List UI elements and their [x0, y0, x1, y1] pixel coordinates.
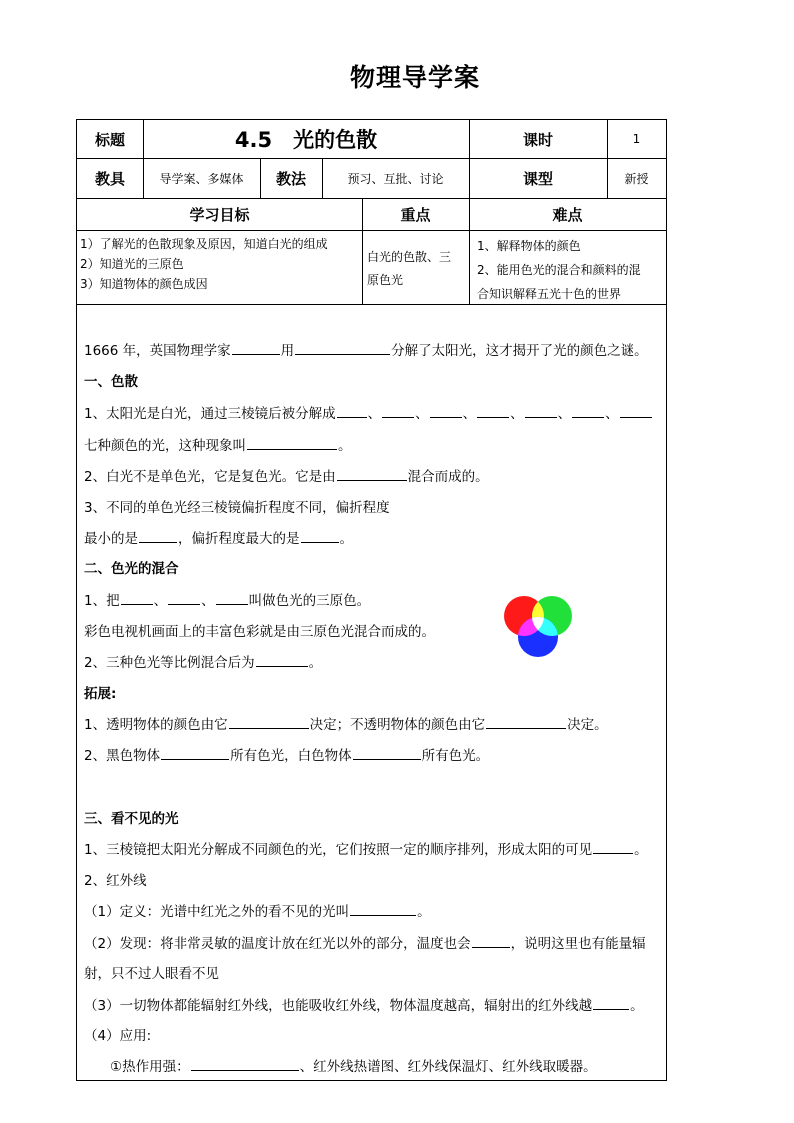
q2-2-line: 2、三种色光等比例混合后为 。: [84, 655, 323, 671]
blank-color-4[interactable]: [477, 405, 509, 418]
blank-primary-2[interactable]: [168, 592, 200, 605]
goal-item: 1）了解光的色散现象及原因，知道白光的组成: [80, 237, 328, 251]
ir-discovery-cont: 射，只不过人眼看不见: [84, 966, 219, 982]
period-label: 课时: [522, 130, 553, 149]
key-points: 白光的色散、三 原色光: [367, 250, 452, 287]
section-1-heading: 一、色散: [84, 374, 138, 390]
blank-scientist[interactable]: [232, 342, 280, 355]
ir-application: （4）应用:: [84, 1028, 152, 1044]
blank-white[interactable]: [256, 654, 308, 667]
blank-least[interactable]: [139, 530, 177, 543]
blank-transparent[interactable]: [229, 716, 309, 729]
q1-1-cont: 七种颜色的光，这种现象叫 。: [84, 438, 352, 454]
blank-primary-1[interactable]: [121, 592, 153, 605]
blank-color-6[interactable]: [572, 405, 604, 418]
blank-color-2[interactable]: [382, 405, 414, 418]
type-label: 课型: [522, 169, 553, 188]
section-3-heading: 三、看不见的光: [84, 811, 179, 827]
q1-2-line: 2、白光不是单色光，它是复色光。它是由 混合而成的。: [84, 469, 489, 485]
title-label: 标题: [94, 130, 125, 149]
blank-instrument[interactable]: [295, 342, 390, 355]
key-header: 重点: [400, 205, 431, 224]
blank-infrared[interactable]: [350, 903, 416, 916]
blank-white-object[interactable]: [353, 747, 421, 760]
ext-1-line: 1、透明物体的颜色由它 决定；不透明物体的颜色由它 决定。: [84, 717, 608, 733]
goal-list: [80, 234, 360, 294]
intro-line: 1666 年，英国物理学家 用 分解了太阳光，这才揭开了光的颜色之谜。: [84, 343, 648, 359]
section-2-heading: 二、色光的混合: [84, 561, 179, 577]
goal-item: 3）知道物体的颜色成因: [80, 277, 208, 291]
color-mixing-diagram: [500, 596, 576, 658]
difficulty-points: 1、解释物体的颜色 2、能用色光的混合和颜料的混 合知识解释五光十色的世界: [477, 239, 641, 301]
ir-discovery: （2）发现：将非常灵敏的温度计放在红光以外的部分，温度也会 ，说明这里也有能量辐: [84, 936, 646, 952]
blank-phenomenon[interactable]: [247, 437, 337, 450]
q1-1-line: 1、太阳光是白光，通过三棱镜后被分解成 、 、 、 、 、 、: [84, 402, 653, 422]
infrared-heading: 2、红外线: [84, 873, 147, 889]
blank-most[interactable]: [301, 530, 339, 543]
blank-color-1[interactable]: [337, 405, 367, 418]
method-label: 教法: [275, 169, 306, 188]
method-value: 预习、互批、讨论: [347, 171, 444, 186]
page-title: 物理导学案: [349, 63, 480, 92]
lesson-title: 4.5 光的色散: [234, 128, 378, 152]
blank-primary-3[interactable]: [216, 592, 248, 605]
goal-item: 2）知道光的三原色: [80, 257, 184, 271]
goal-header: 学习目标: [189, 205, 250, 224]
difficulty-header: 难点: [552, 205, 583, 224]
tools-value: 导学案、多媒体: [159, 171, 244, 186]
q3-1-line: 1、三棱镜把太阳光分解成不同颜色的光，它们按照一定的顺序排列，形成太阳的可见 。: [84, 842, 648, 858]
period-value: 1: [632, 132, 641, 146]
blank-spectrum[interactable]: [593, 841, 633, 854]
type-value: 新授: [624, 171, 649, 186]
ext-2-line: 2、黑色物体 所有色光，白色物体 所有色光。: [84, 748, 490, 764]
ir-heat-use: ①热作用强： 、红外线热谱图、红外线保温灯、红外线取暖器。: [110, 1059, 597, 1075]
blank-mixture[interactable]: [337, 468, 407, 481]
blank-opaque[interactable]: [486, 716, 566, 729]
blank-color-3[interactable]: [430, 405, 462, 418]
tv-line: 彩色电视机画面上的丰富色彩就是由三原色光混合而成的。: [84, 624, 435, 640]
blank-color-5[interactable]: [525, 405, 557, 418]
q1-3-cont: 最小的是 ，偏折程度最大的是 。: [84, 531, 353, 547]
q2-1-line: 1、把 、 、 叫做色光的三原色。: [84, 593, 371, 609]
blank-color-7[interactable]: [620, 405, 652, 418]
blank-black[interactable]: [161, 747, 229, 760]
blank-temperature[interactable]: [472, 935, 510, 948]
blank-more[interactable]: [593, 997, 629, 1010]
ir-radiation: （3）一切物体都能辐射红外线，也能吸收红外线，物体温度越高，辐射出的红外线越 。: [84, 998, 644, 1014]
tools-label: 教具: [94, 169, 125, 188]
q1-3-line: 3、不同的单色光经三棱镜偏折程度不同，偏折程度: [84, 500, 390, 516]
extension-label: 拓展:: [84, 686, 117, 702]
ir-definition: （1）定义：光谱中红光之外的看不见的光叫 。: [84, 904, 431, 920]
blank-heat[interactable]: [191, 1058, 299, 1071]
